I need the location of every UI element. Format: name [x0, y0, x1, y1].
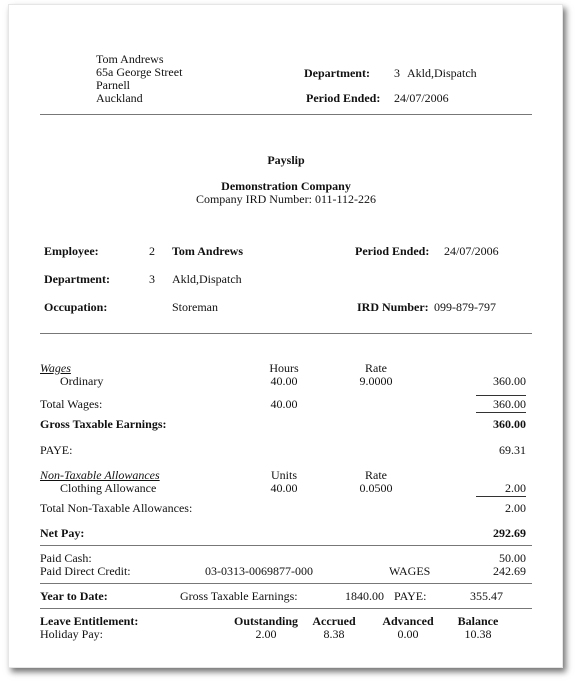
paid-direct-value: 242.69: [493, 564, 526, 578]
gross-label: Gross Taxable Earnings:: [40, 417, 167, 431]
address-suburb: Parnell: [96, 78, 130, 92]
leave-label: Leave Entitlement:: [40, 614, 139, 628]
allowances-rate-header: Rate: [365, 468, 387, 482]
allowances-heading: Non-Taxable Allowances: [40, 468, 160, 482]
paid-direct-reference: WAGES: [389, 564, 431, 578]
allowances-total-amount: 2.00: [505, 501, 526, 515]
wages-line-rate: 9.0000: [359, 374, 393, 388]
header-period-label: Period Ended:: [306, 91, 381, 105]
wages-total-amount: 360.00: [493, 397, 526, 411]
allowance-line-amount: 2.00: [505, 481, 526, 495]
address-city: Auckland: [96, 91, 143, 105]
employee-name: Tom Andrews: [172, 244, 244, 258]
wages-hours-header: Hours: [269, 361, 299, 375]
leave-outstanding-header: Outstanding: [233, 614, 299, 628]
address-name: Tom Andrews: [96, 52, 164, 66]
employee-period-value: 24/07/2006: [444, 244, 499, 258]
occupation-label: Occupation:: [44, 300, 108, 314]
header-period-value: 24/07/2006: [394, 91, 449, 105]
holiday-outstanding: 2.00: [255, 627, 277, 641]
divider: [40, 608, 532, 609]
leave-advanced-header: Advanced: [382, 614, 434, 628]
divider: [40, 114, 532, 115]
allowances-units-header: Units: [270, 468, 297, 482]
allowance-line-units: 40.00: [270, 481, 298, 495]
allowances-total-label: Total Non-Taxable Allowances:: [40, 501, 193, 515]
ird-label: IRD Number:: [357, 300, 429, 314]
leave-accrued-header: Accrued: [312, 614, 356, 628]
net-pay-label: Net Pay:: [40, 526, 85, 540]
wages-line-hours: 40.00: [270, 374, 298, 388]
wages-heading: Wages: [40, 361, 71, 375]
occupation-value: Storeman: [172, 300, 218, 314]
wages-total-label: Total Wages:: [40, 397, 103, 411]
leave-balance-header: Balance: [457, 614, 499, 628]
paid-direct-label: Paid Direct Credit:: [40, 564, 131, 578]
paid-direct-account: 03-0313-0069877-000: [205, 564, 313, 578]
ytd-gross-label: Gross Taxable Earnings:: [180, 589, 298, 603]
holiday-accrued: 8.38: [323, 627, 345, 641]
employee-code: 2: [149, 244, 155, 258]
address-street: 65a George Street: [96, 65, 183, 79]
company-ird: Company IRD Number: 011-112-226: [195, 192, 377, 206]
header-department-code: 3: [394, 66, 400, 80]
ytd-label: Year to Date:: [40, 589, 108, 603]
paye-label: PAYE:: [40, 443, 73, 457]
ird-value: 099-879-797: [434, 300, 496, 314]
allowance-line-rate: 0.0500: [359, 481, 393, 495]
divider: [40, 545, 532, 546]
wages-line-amount: 360.00: [493, 374, 526, 388]
allowance-line-label: Clothing Allowance: [60, 481, 157, 495]
paid-cash-label: Paid Cash:: [40, 551, 92, 565]
paye-value: 69.31: [499, 443, 526, 457]
ytd-gross-value: 1840.00: [345, 589, 384, 603]
ytd-paye-value: 355.47: [470, 589, 503, 603]
wages-line-label: Ordinary: [60, 374, 104, 388]
employee-department-name: Akld,Dispatch: [172, 272, 242, 286]
company-name: Demonstration Company: [221, 179, 351, 193]
paid-cash-value: 50.00: [499, 551, 526, 565]
wages-rate-header: Rate: [365, 361, 387, 375]
ytd-paye-label: PAYE:: [394, 589, 427, 603]
header-department-name: Akld,Dispatch: [407, 66, 477, 80]
wages-total-hours: 40.00: [270, 397, 298, 411]
subtotal-rule: [476, 395, 526, 396]
employee-label: Employee:: [44, 244, 99, 258]
employee-department-label: Department:: [44, 272, 110, 286]
employee-department-code: 3: [149, 272, 155, 286]
header-department-label: Department:: [304, 66, 370, 80]
net-pay-value: 292.69: [493, 526, 526, 540]
subtotal-rule: [476, 412, 526, 413]
employee-period-label: Period Ended:: [355, 244, 430, 258]
divider: [40, 583, 532, 584]
divider: [40, 333, 532, 334]
holiday-pay-label: Holiday Pay:: [40, 627, 103, 641]
holiday-advanced: 0.00: [397, 627, 419, 641]
holiday-balance: 10.38: [464, 627, 492, 641]
page-title: Payslip: [267, 153, 305, 167]
subtotal-rule: [476, 496, 526, 497]
gross-value: 360.00: [493, 417, 526, 431]
